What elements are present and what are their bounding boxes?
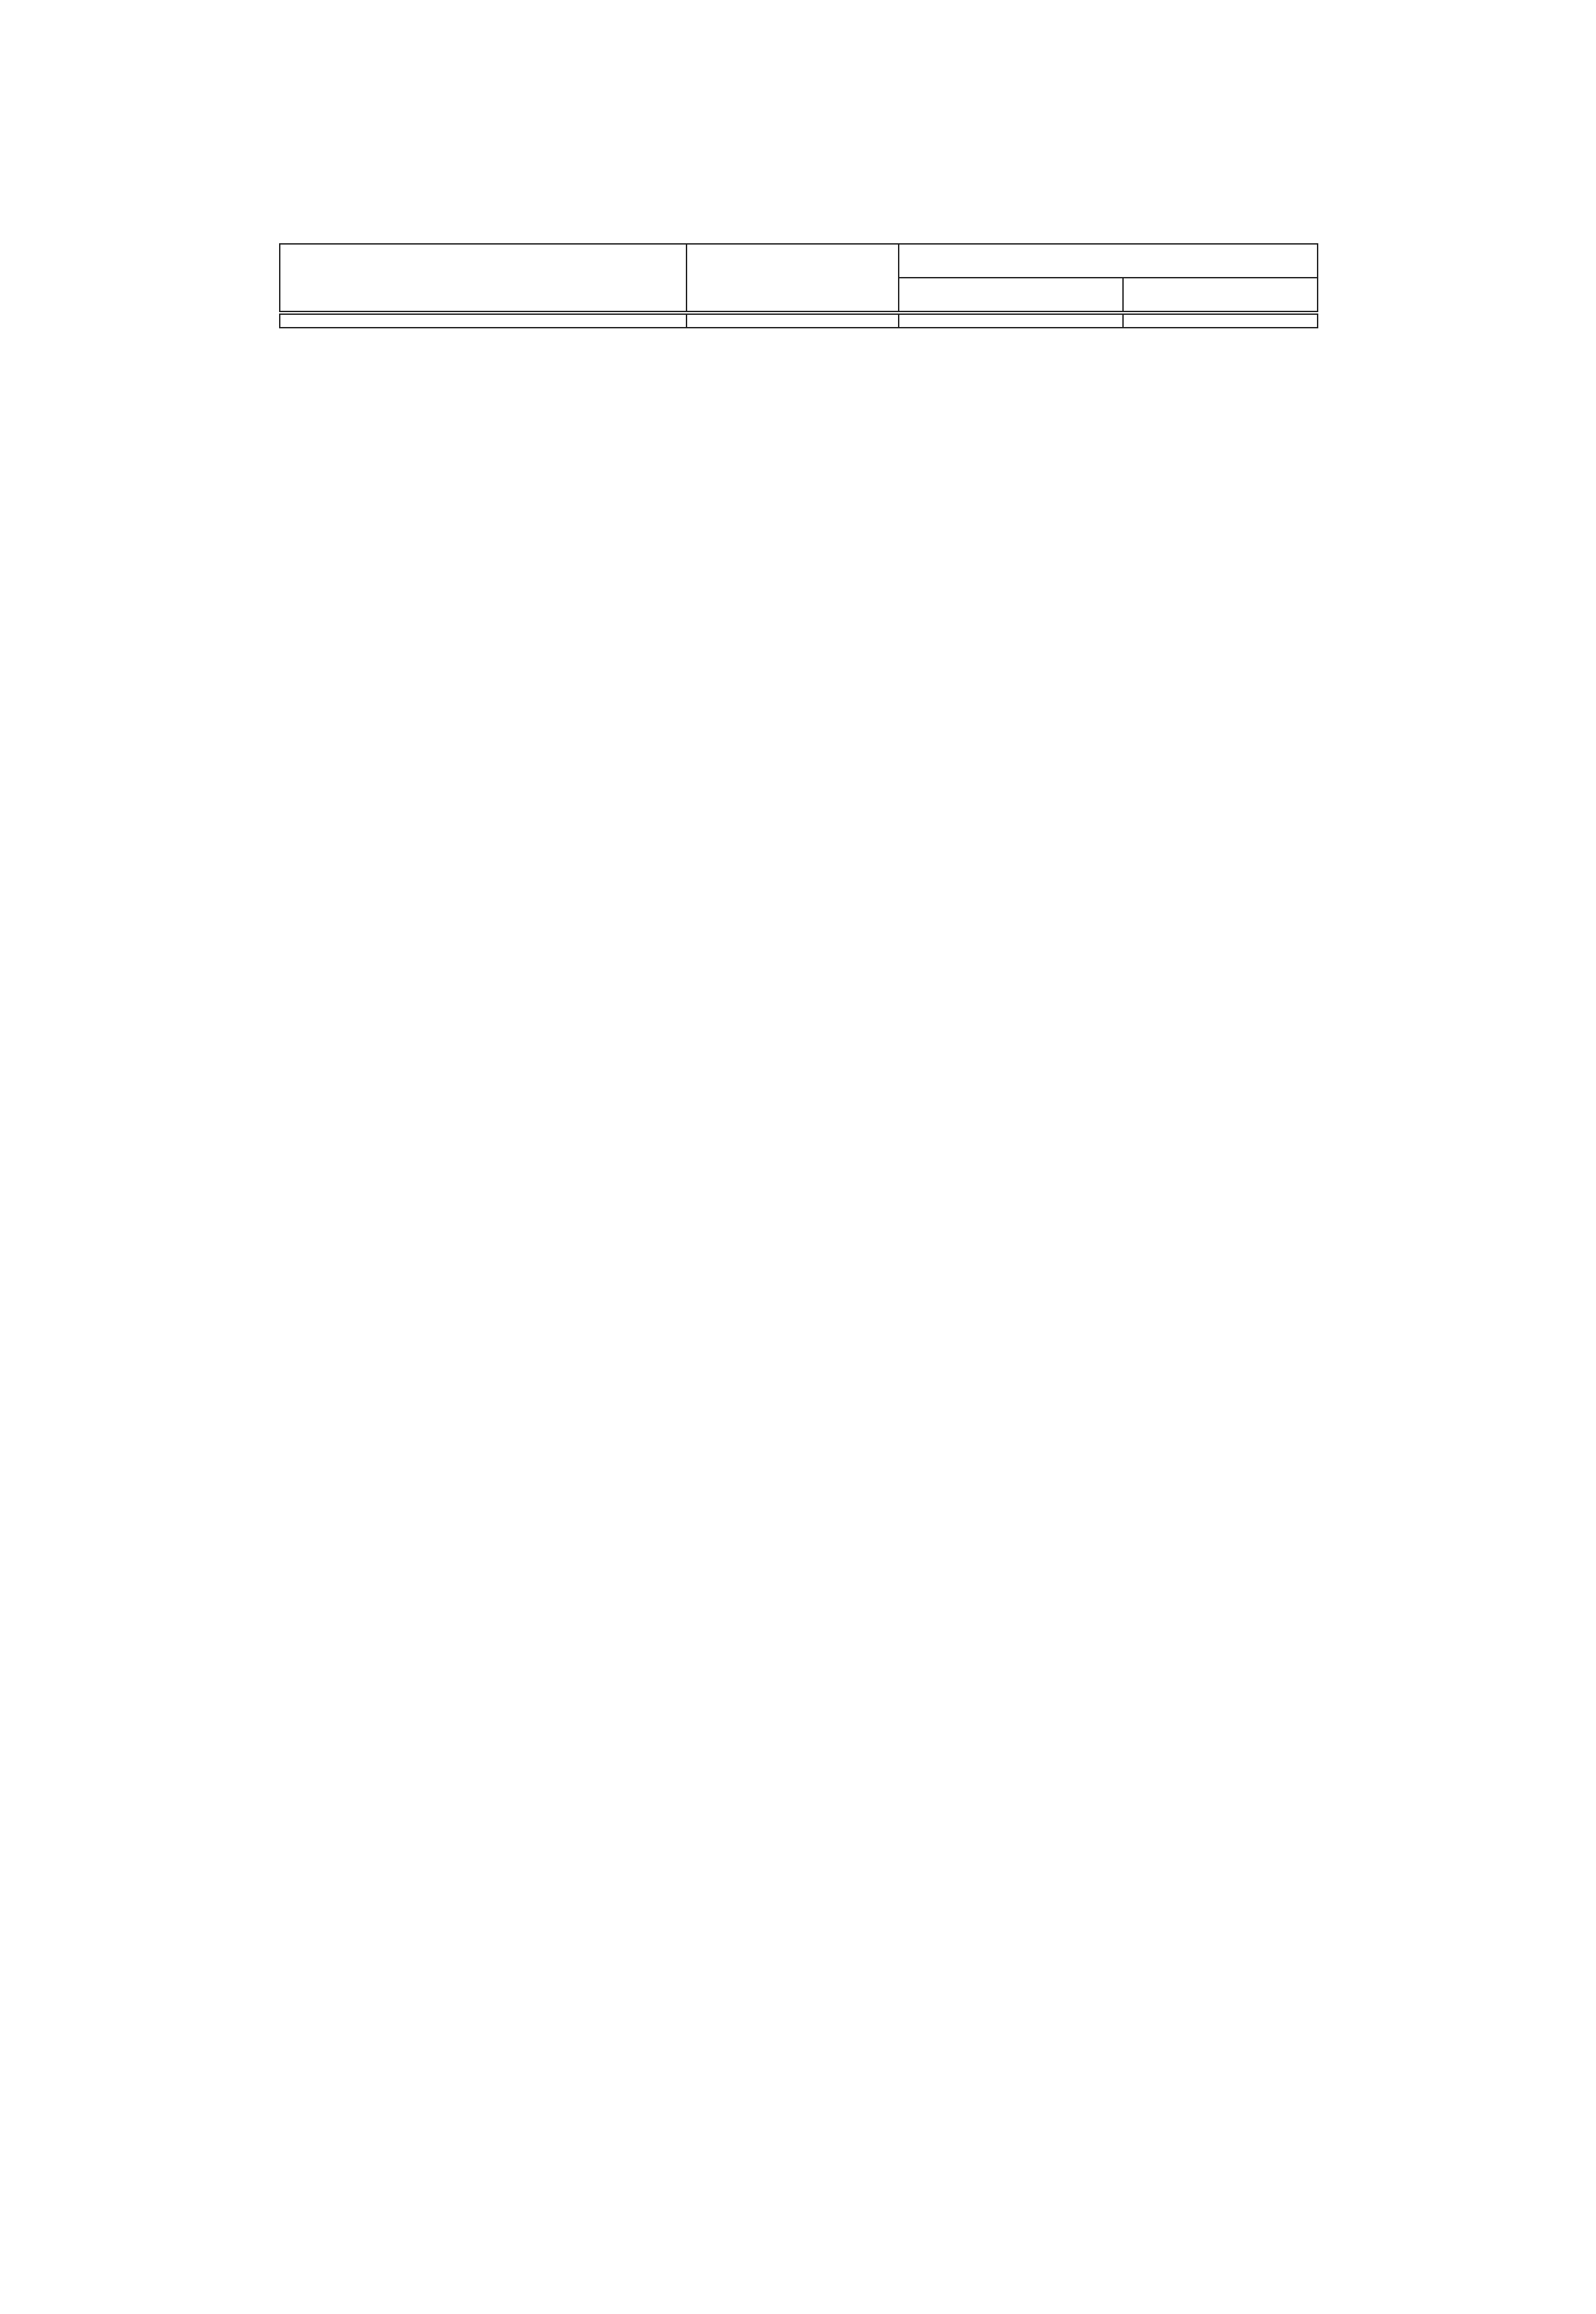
header-celsius bbox=[899, 278, 1124, 313]
header-freezing-point bbox=[899, 244, 1318, 278]
freezing-point-table bbox=[279, 243, 1318, 328]
phenol-freezing-chart bbox=[351, 1297, 1297, 1905]
header-fahrenheit bbox=[1123, 278, 1318, 313]
header-molecular-weight bbox=[687, 244, 899, 313]
header-compound bbox=[280, 244, 687, 313]
